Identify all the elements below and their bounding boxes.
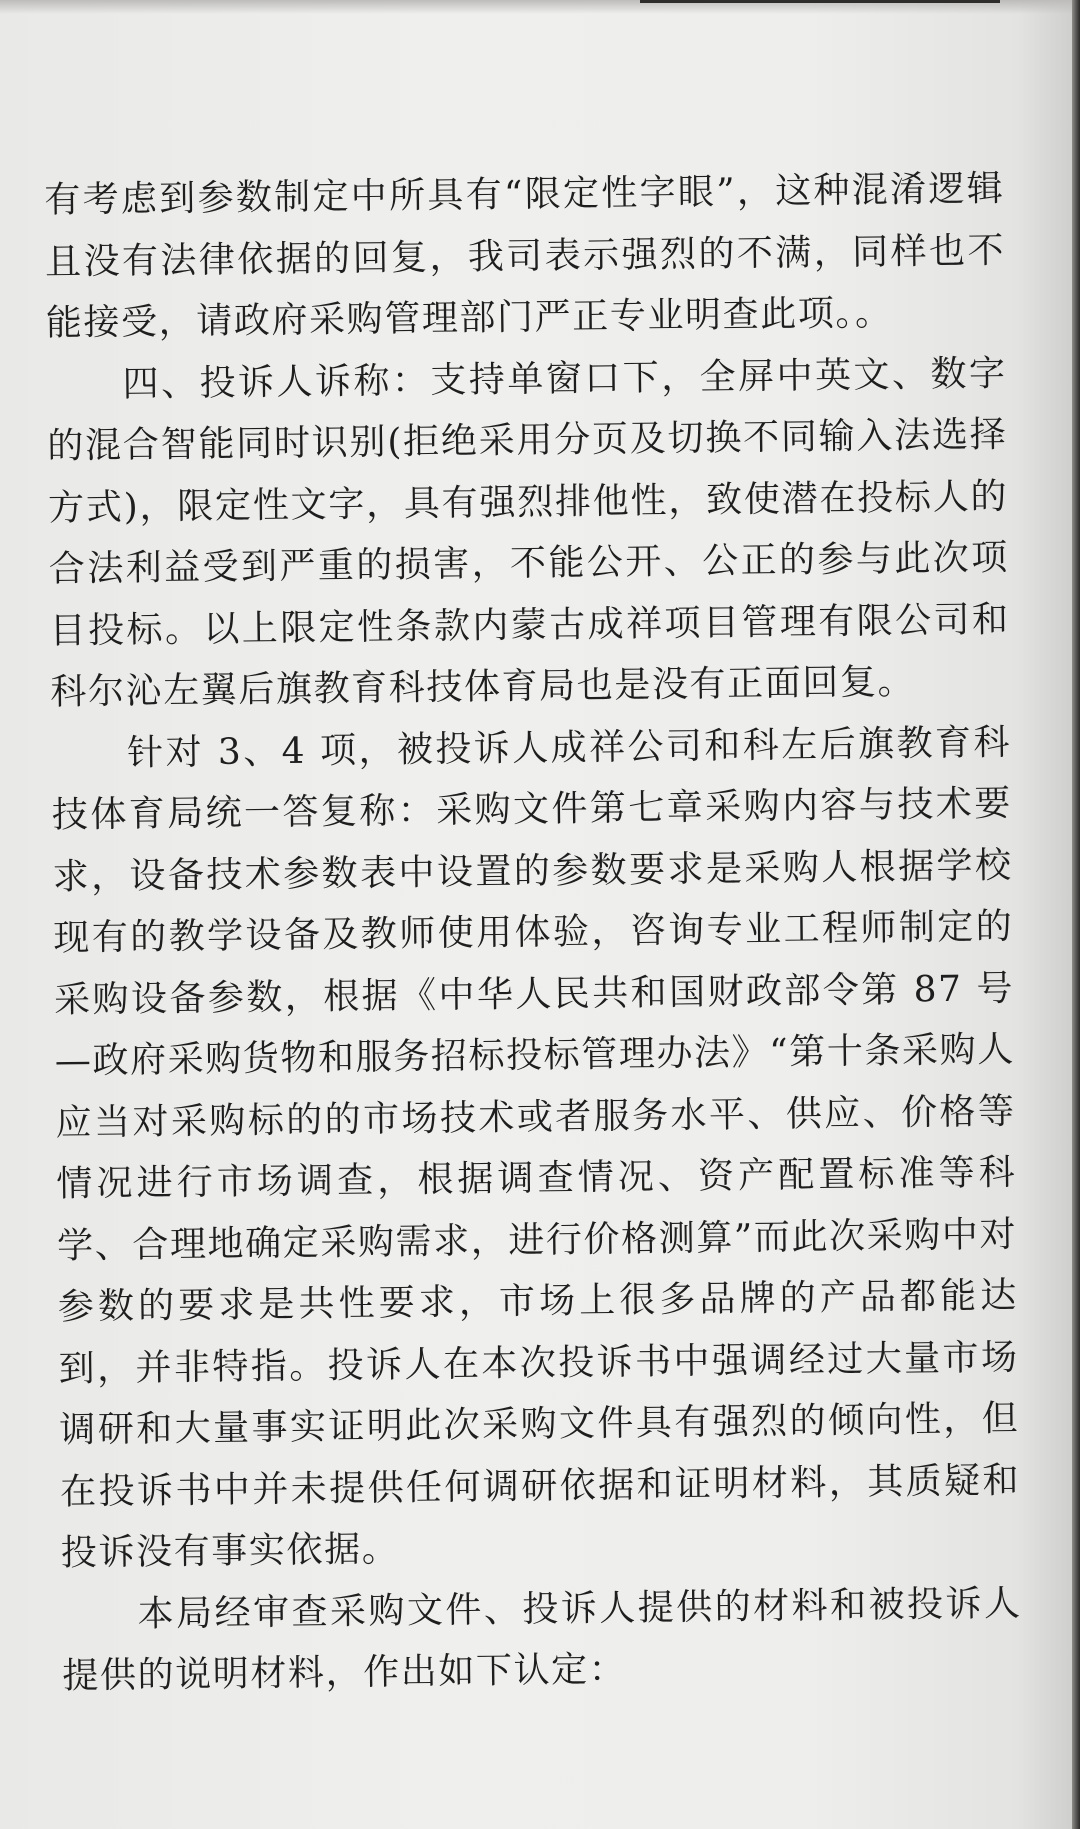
- paragraph-respondent-reply: 针对 3、4 项，被投诉人成祥公司和科左后旗教育科技体育局统一答复称：采购文件第七章采购内容与技术要求，设备技术参数表中设置的参数要求是采购人根据学校现有的教学设备及教师使用体验，咨询专业工程师制定的采购设备参数，根据《中华人民共和国财政部令第 87 号—政府采购货物和服务招标投标管理办法》“第十条采购人应当对采购标的的市场技术或者服务水平、供应、价格等情况进行市场调查，根据调查情况、资产配置标准等科学、合理地确定采购需求，进行价格测算”而此次采购中对参数的要求是共性要求，市场上很多品牌的产品都能达到，并非特指。投诉人在本次投诉书中强调经过大量市场调研和大量事实证明此次采购文件具有强烈的倾向性，但在投诉书中并未提供任何调研依据和证明材料，其质疑和投诉没有事实依据。: [51, 721, 1021, 1574]
- paragraph-bureau-finding: 本局经审查采购文件、投诉人提供的材料和被投诉人提供的说明材料，作出如下认定：: [62, 1582, 1022, 1697]
- paragraph-complaint-item-4: 四、投诉人诉称：支持单窗口下，全屏中英文、数字的混合智能同时识别(拒绝采用分页及切换不同输入法选择方式)，限定性文字，具有强烈排他性，致使潜在投标人的合法利益受到严重的损害，不能公开、公正的参与此次项目投标。以上限定性条款内蒙古成祥项目管理有限公司和科尔沁左翼后旗教育科技体育局也是没有正面回复。: [47, 352, 1010, 713]
- page-edge-shadow: [1072, 0, 1080, 1829]
- paragraph-continuation: 有考虑到参数制定中所具有“限定性字眼”，这种混淆逻辑且没有法律依据的回复，我司表示强烈的不满，同样也不能接受，请政府采购管理部门严正专业明查此项。。: [44, 168, 1006, 344]
- document-body: [44, 158, 1023, 1707]
- page-top-mark: [640, 0, 1000, 3]
